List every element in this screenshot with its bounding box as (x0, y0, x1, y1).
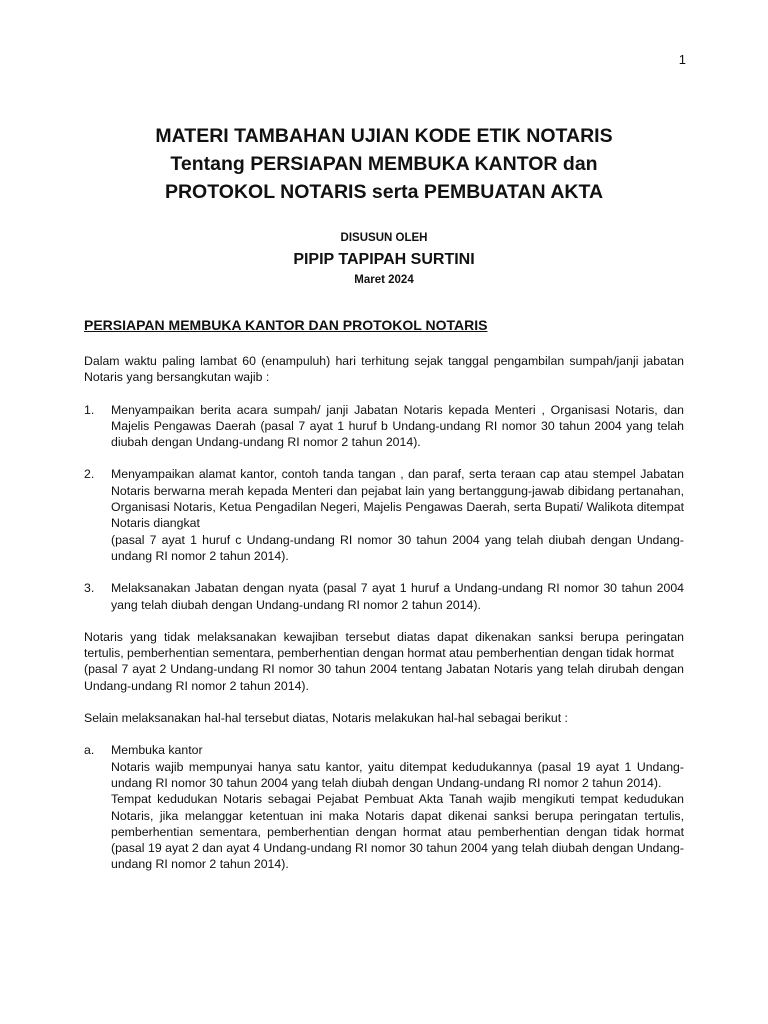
list-marker: 1. (84, 402, 95, 417)
list-marker: a. (84, 743, 95, 758)
document-date: Maret 2024 (354, 274, 414, 286)
list-item-text: Menyampaikan alamat kantor, contoh tanda tangan , dan paraf, serta teraan cap atau stempel Jabatan Notaris berwarna merah kepada Menteri dan pejabat lain yang bertanggung-jawab dibidang pertanahan, Organisasi Notaris, Ketua Pengadilan Negeri, Majelis Pengawas Daerah, serta Bupati/ Walikota ditempat Notaris diangkat (111, 467, 684, 531)
title-block (84, 122, 684, 288)
section-heading: PERSIAPAN MEMBUKA KANTOR DAN PROTOKOL NOTARIS (84, 317, 488, 333)
list-marker: 3. (84, 581, 95, 596)
additional-intro-paragraph: Selain melaksanakan hal-hal tersebut diatas, Notaris melakukan hal-hal sebagai berikut : (84, 711, 568, 726)
list-item-text: Menyampaikan berita acara sumpah/ janji Jabatan Notaris kepada Menteri , Organisasi Notaris, dan Majelis Pengawas Daerah (pasal 7 ayat 1 huruf b Undang-undang RI nomor 30 tahun 2004 yang telah diubah dengan Undang-undang RI nomor 2 tahun 2014). (111, 402, 684, 450)
list-item-citation: (pasal 7 ayat 1 huruf c Undang-undang RI nomor 30 tahun 2004 yang telah diubah dengan Undang-undang RI nomor 2 tahun 2014). (111, 532, 684, 563)
intro-paragraph: Dalam waktu paling lambat 60 (enampuluh) hari terhitung sejak tanggal pengambilan sumpah/janji jabatan Notaris yang bersangkutan wajib : (84, 354, 684, 385)
title-line-3: PROTOKOL NOTARIS serta PEMBUATAN AKTA (164, 181, 604, 203)
byline-label: DISUSUN OLEH (340, 232, 428, 244)
sanction-citation: (pasal 7 ayat 2 Undang-undang RI nomor 30 tahun 2004 tentang Jabatan Notaris yang telah dirubah dengan Undang-undang RI nomor 2 tahun 2014). (84, 662, 684, 693)
author-name: PIPIP TAPIPAH SURTINI (293, 251, 475, 268)
list-item-text: Notaris wajib mempunyai hanya satu kantor, yaitu ditempat kedudukannya (pasal 19 ayat 1 Undang-undang RI nomor 30 tahun 2004 yang telah diubah dengan Undang-undang RI nomor 2 tahun 2014). (111, 759, 684, 790)
document-body (84, 315, 684, 889)
title-line-2: Tentang PERSIAPAN MEMBUKA KANTOR dan (170, 153, 598, 175)
sanction-paragraph (84, 629, 684, 694)
numbered-item-1 (84, 402, 684, 451)
list-item-text: Melaksanakan Jabatan dengan nyata (pasal 7 ayat 1 huruf a Undang-undang RI nomor 30 tahun 2004 yang telah diubah dengan Undang-undang RI nomor 2 tahun 2014). (111, 581, 684, 612)
list-item-text: Tempat kedudukan Notaris sebagai Pejabat Pembuat Akta Tanah wajib mengikuti tempat kedudukan Notaris, jika melanggar ketentuan ini maka Notaris dapat dikenai sanksi berupa peringatan tertulis, pemberhentian sementara, pemberhentian dengan hormat atau pemberhentian dengan tidak hormat (pasal 19 ayat 2 dan ayat 4 Undang-undang RI nomor 30 tahun 2004 yang telah diubah dengan Undang-undang RI nomor 2 tahun 2014). (111, 792, 684, 872)
numbered-item-2 (84, 466, 684, 564)
page-number: 1 (678, 52, 686, 67)
list-marker: 2. (84, 467, 95, 482)
lettered-item-a (84, 742, 684, 872)
numbered-item-3 (84, 580, 684, 613)
title-line-1: MATERI TAMBAHAN UJIAN KODE ETIK NOTARIS (155, 125, 613, 147)
sanction-text: Notaris yang tidak melaksanakan kewajiban tersebut diatas dapat dikenakan sanksi berupa peringatan tertulis, pemberhentian sementara, pemberhentian dengan hormat atau pemberhentian dengan tidak hormat (84, 629, 684, 661)
list-item-heading: Membuka kantor (111, 743, 203, 758)
